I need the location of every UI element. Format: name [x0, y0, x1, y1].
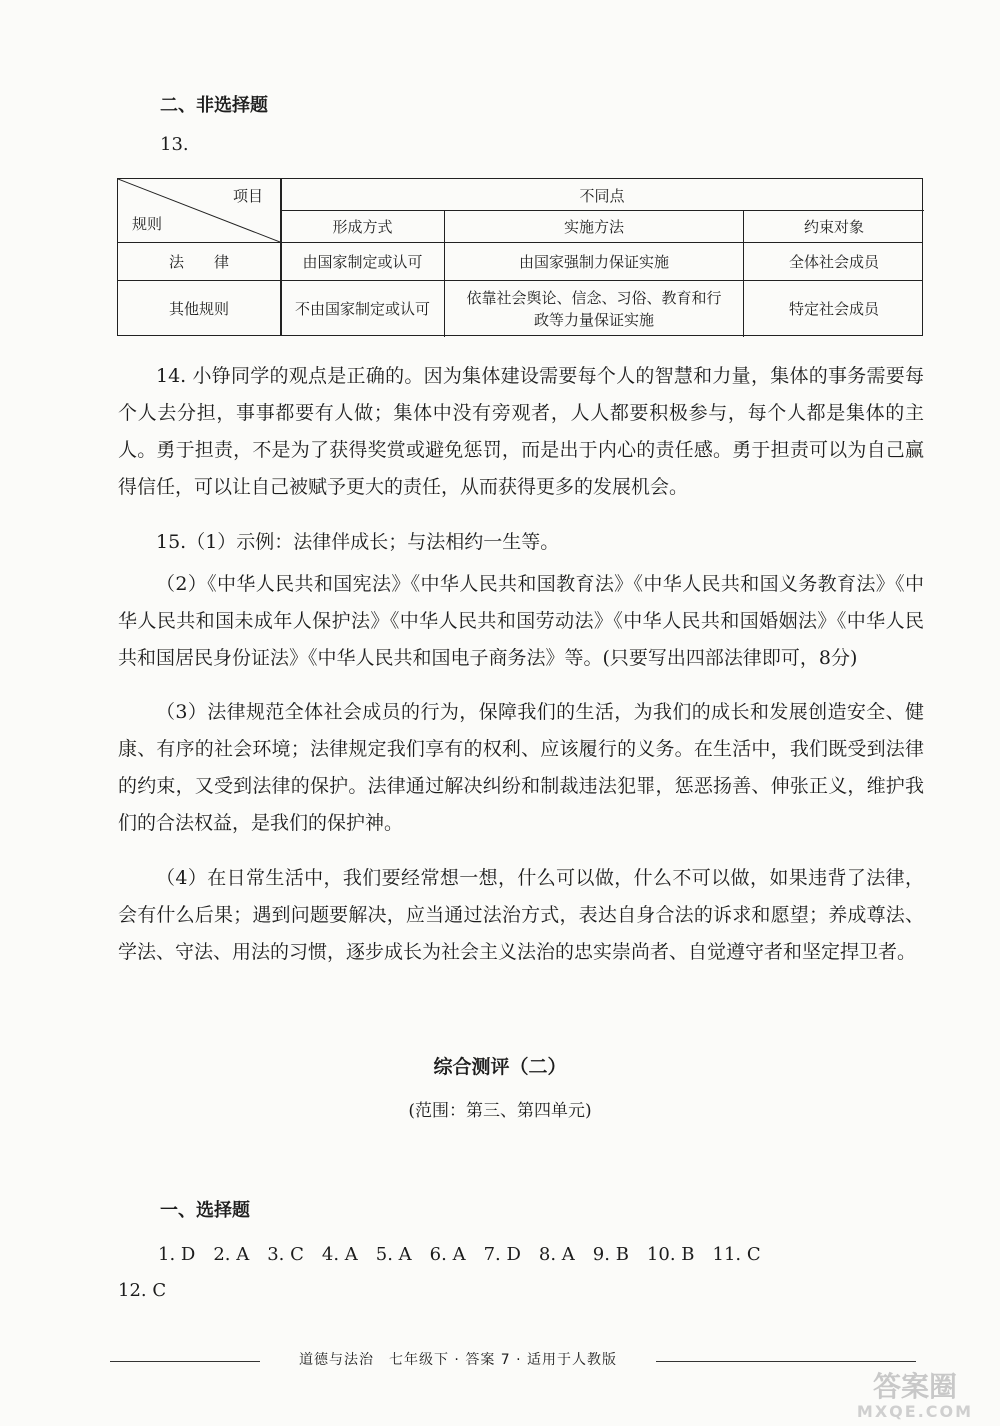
- question-13-number: 13.: [160, 134, 189, 155]
- question-15-part3: （3）法律规范全体社会成员的行为，保障我们的生活，为我们的成长和发展创造安全、健康、有序的社会环境；法律规定我们享有的权利、应该履行的义务。在生活中，我们既受到法律的约束，又受到法律的保护。法律通过解决纠纷和制裁违法犯罪，惩恶扬善、伸张正义，维护我们的合法权益，是我们的保护神。: [118, 701, 924, 834]
- row-law-formation: 由国家制定或认可: [302, 252, 423, 271]
- row-law-label: 法 律: [168, 252, 229, 271]
- row-other-target: 特定社会成员: [788, 299, 879, 318]
- footer-text: 道德与法治 七年级下 · 答案 7 · 适用于人教版: [298, 1352, 618, 1368]
- test-scope: (范围：第三、第四单元): [408, 1101, 592, 1121]
- question-15-part4: （4）在日常生活中，我们要经常想一想，什么可以做，什么不可以做，如果违背了法律，会有什么后果；遇到问题要解决，应当通过法治方式，表达自身合法的诉求和愿望；养成尊法、学法、守法、用法的习惯，逐步成长为社会主义法治的忠实崇尚者、自觉遵守者和坚定捍卫者。: [118, 867, 924, 963]
- question-15-part2: （2）《中华人民共和国宪法》《中华人民共和国教育法》《中华人民共和国义务教育法》《中华人民共和国未成年人保护法》《中华人民共和国劳动法》《中华人民共和国婚姻法》《中华人民共和国居民身份证法》《中华人民共和国电子商务法》等。(只要写出四部法律即可，8分): [118, 573, 924, 669]
- header-item: 项目: [232, 187, 263, 205]
- footer-rule-left: [110, 1361, 260, 1362]
- watermark-logo: 答案圈 MXQE.COM: [856, 1370, 974, 1421]
- row-other-label: 其他规则: [168, 299, 229, 318]
- col-target: 约束对象: [803, 217, 864, 236]
- row-other-implementation: 依靠社会舆论、信念、习俗、教育和行政等力量保证实施: [466, 288, 722, 329]
- footer-rule-right: [656, 1361, 916, 1362]
- test-title: 综合测评（二）: [433, 1056, 567, 1078]
- section-heading-nonchoice: 二、非选择题: [160, 95, 268, 116]
- header-rule: 规则: [131, 215, 162, 233]
- row-other-formation: 不由国家制定或认可: [294, 299, 430, 318]
- choice-answers-line2: 12. C: [118, 1280, 167, 1301]
- choice-answers-line1: 1. D 2. A 3. C 4. A 5. A 6. A 7. D 8. A 9. B 10. B 11. C: [158, 1244, 761, 1265]
- col-implementation: 实施方法: [563, 217, 624, 236]
- section-heading-choice: 一、选择题: [160, 1200, 250, 1221]
- header-difference: 不同点: [579, 186, 625, 205]
- comparison-table: [117, 178, 923, 336]
- row-law-implementation: 由国家强制力保证实施: [518, 252, 669, 271]
- question-15-part1: 15.（1）示例：法律伴成长；与法相约一生等。: [156, 531, 560, 553]
- question-14-answer: 14. 小铮同学的观点是正确的。因为集体建设需要每个人的智慧和力量，集体的事务需要每个人去分担，事事都要有人做；集体中没有旁观者，人人都要积极参与，每个人都是集体的主人。勇于担责，不是为了获得奖赏或避免惩罚，而是出于内心的责任感。勇于担责可以为自己赢得信任，可以让自己被赋予更大的责任，从而获得更多的发展机会。: [118, 365, 924, 498]
- col-formation: 形成方式: [332, 217, 393, 236]
- row-law-target: 全体社会成员: [788, 252, 879, 271]
